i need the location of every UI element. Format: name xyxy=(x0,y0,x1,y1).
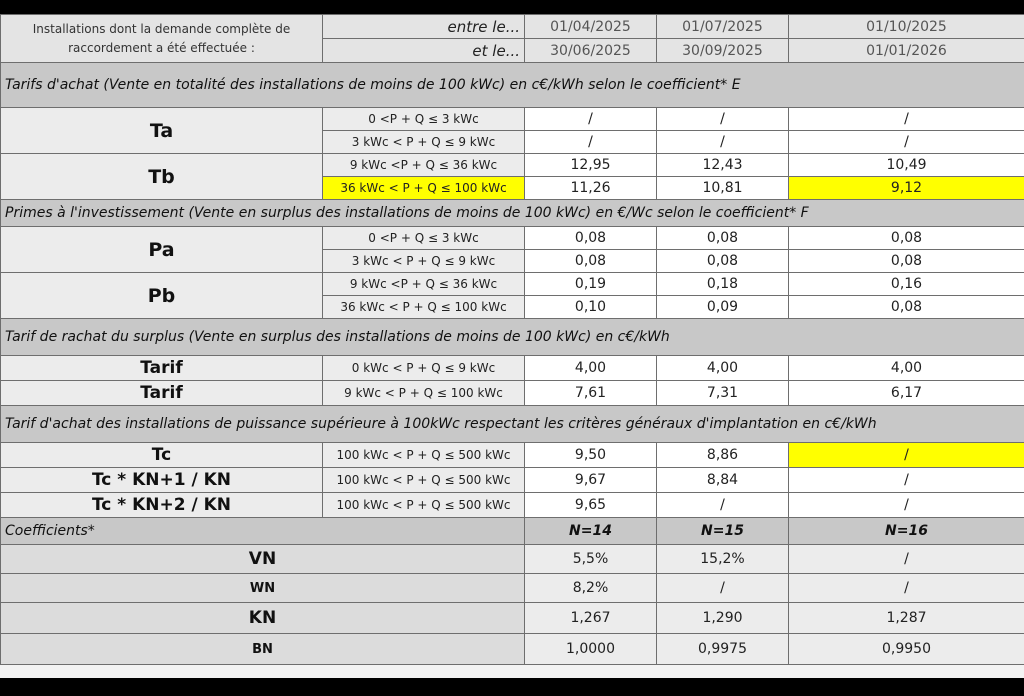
category-tb: Tb xyxy=(1,154,323,200)
value-cell: 0,9975 xyxy=(657,634,789,665)
table-row xyxy=(1,273,1024,296)
between-label: entre le... xyxy=(323,15,525,39)
range-cell: 0 <P + Q ≤ 3 kWc xyxy=(323,108,525,131)
value-cell: 12,95 xyxy=(525,154,657,177)
period-2-start: 01/07/2025 xyxy=(657,15,789,39)
section-coefficients xyxy=(1,518,1024,545)
value-cell: 0,16 xyxy=(789,273,1024,296)
header-row-start xyxy=(1,15,1024,39)
range-cell: 100 kWc < P + Q ≤ 500 kWc xyxy=(323,493,525,518)
value-cell: / xyxy=(657,131,789,154)
section-primes xyxy=(1,200,1024,227)
value-cell: / xyxy=(789,108,1024,131)
value-cell: / xyxy=(657,574,789,603)
period-2-end: 30/09/2025 xyxy=(657,39,789,63)
section-title: Tarif d'achat des installations de puissance supérieure à 100kWc respectant les critères généraux d'implantation en c€/kWh xyxy=(1,406,1024,443)
value-cell: / xyxy=(789,131,1024,154)
table-row xyxy=(1,468,1024,493)
value-cell: / xyxy=(525,108,657,131)
range-cell: 9 kWc <P + Q ≤ 36 kWc xyxy=(323,154,525,177)
value-cell: 8,2% xyxy=(525,574,657,603)
value-cell: 0,08 xyxy=(525,250,657,273)
value-cell: 6,17 xyxy=(789,381,1024,406)
coef-kn: KN xyxy=(1,603,525,634)
value-cell: 1,287 xyxy=(789,603,1024,634)
section-title: Tarifs d'achat (Vente en totalité des installations de moins de 100 kWc) en c€/kWh selon le coefficient* E xyxy=(1,63,1024,108)
section-sup100 xyxy=(1,406,1024,443)
value-cell: 1,267 xyxy=(525,603,657,634)
table-row xyxy=(1,381,1024,406)
category-ta: Ta xyxy=(1,108,323,154)
value-cell: / xyxy=(789,468,1024,493)
period-1-start: 01/04/2025 xyxy=(525,15,657,39)
value-cell: / xyxy=(789,493,1024,518)
value-cell: 0,09 xyxy=(657,296,789,319)
range-cell: 9 kWc < P + Q ≤ 100 kWc xyxy=(323,381,525,406)
value-cell-highlighted: 9,12 xyxy=(789,177,1024,200)
table-row xyxy=(1,493,1024,518)
value-cell: 0,08 xyxy=(657,227,789,250)
and-label: et le... xyxy=(323,39,525,63)
value-cell-highlighted: / xyxy=(789,443,1024,468)
value-cell: 4,00 xyxy=(525,356,657,381)
tariff-sheet xyxy=(0,14,1024,678)
section-rachat xyxy=(1,319,1024,356)
range-cell: 100 kWc < P + Q ≤ 500 kWc xyxy=(323,468,525,493)
value-cell: 4,00 xyxy=(657,356,789,381)
category-pa: Pa xyxy=(1,227,323,273)
value-cell: / xyxy=(789,545,1024,574)
table-row xyxy=(1,108,1024,131)
table-row xyxy=(1,227,1024,250)
value-cell: / xyxy=(789,574,1024,603)
value-cell: 5,5% xyxy=(525,545,657,574)
range-cell: 36 kWc < P + Q ≤ 100 kWc xyxy=(323,296,525,319)
value-cell: 4,00 xyxy=(789,356,1024,381)
category-tarif: Tarif xyxy=(1,356,323,381)
value-cell: 0,08 xyxy=(789,227,1024,250)
value-cell: 8,84 xyxy=(657,468,789,493)
value-cell: 0,08 xyxy=(789,296,1024,319)
value-cell: / xyxy=(657,108,789,131)
table-row xyxy=(1,443,1024,468)
section-title: Coefficients* xyxy=(1,518,525,545)
range-cell: 0 kWc < P + Q ≤ 9 kWc xyxy=(323,356,525,381)
range-cell: 0 <P + Q ≤ 3 kWc xyxy=(323,227,525,250)
value-cell: 9,67 xyxy=(525,468,657,493)
period-3-start: 01/10/2025 xyxy=(789,15,1024,39)
period-1-end: 30/06/2025 xyxy=(525,39,657,63)
table-row xyxy=(1,154,1024,177)
value-cell: 10,81 xyxy=(657,177,789,200)
range-cell: 100 kWc < P + Q ≤ 500 kWc xyxy=(323,443,525,468)
coef-vn: VN xyxy=(1,545,525,574)
tariff-table xyxy=(0,14,1024,665)
range-cell: 3 kWc < P + Q ≤ 9 kWc xyxy=(323,250,525,273)
category-tarif: Tarif xyxy=(1,381,323,406)
n-label: N=16 xyxy=(789,518,1024,545)
value-cell: 8,86 xyxy=(657,443,789,468)
category-tc-kn1: Tc * KN+1 / KN xyxy=(1,468,323,493)
value-cell: 10,49 xyxy=(789,154,1024,177)
table-row xyxy=(1,574,1024,603)
range-cell: 3 kWc < P + Q ≤ 9 kWc xyxy=(323,131,525,154)
value-cell: 15,2% xyxy=(657,545,789,574)
value-cell: / xyxy=(525,131,657,154)
value-cell: 1,0000 xyxy=(525,634,657,665)
n-label: N=14 xyxy=(525,518,657,545)
table-row xyxy=(1,545,1024,574)
range-cell: 9 kWc <P + Q ≤ 36 kWc xyxy=(323,273,525,296)
table-row xyxy=(1,356,1024,381)
installations-label: Installations dont la demande complète de raccordement a été effectuée : xyxy=(1,15,323,63)
value-cell: 0,18 xyxy=(657,273,789,296)
category-tc-kn2: Tc * KN+2 / KN xyxy=(1,493,323,518)
value-cell: 0,08 xyxy=(789,250,1024,273)
value-cell: / xyxy=(657,493,789,518)
value-cell: 0,08 xyxy=(525,227,657,250)
value-cell: 0,9950 xyxy=(789,634,1024,665)
table-row xyxy=(1,603,1024,634)
section-tarifs-achat xyxy=(1,63,1024,108)
value-cell: 9,65 xyxy=(525,493,657,518)
value-cell: 12,43 xyxy=(657,154,789,177)
coef-bn: BN xyxy=(1,634,525,665)
section-title: Tarif de rachat du surplus (Vente en surplus des installations de moins de 100 kWc) en c€/kWh xyxy=(1,319,1024,356)
value-cell: 9,50 xyxy=(525,443,657,468)
category-tc: Tc xyxy=(1,443,323,468)
value-cell: 0,08 xyxy=(657,250,789,273)
value-cell: 0,10 xyxy=(525,296,657,319)
value-cell: 7,61 xyxy=(525,381,657,406)
category-pb: Pb xyxy=(1,273,323,319)
value-cell: 1,290 xyxy=(657,603,789,634)
range-cell-highlighted: 36 kWc < P + Q ≤ 100 kWc xyxy=(323,177,525,200)
table-row xyxy=(1,634,1024,665)
value-cell: 0,19 xyxy=(525,273,657,296)
coef-wn: WN xyxy=(1,574,525,603)
section-title: Primes à l'investissement (Vente en surplus des installations de moins de 100 kWc) en €/Wc selon le coefficient* F xyxy=(1,200,1024,227)
n-label: N=15 xyxy=(657,518,789,545)
value-cell: 7,31 xyxy=(657,381,789,406)
period-3-end: 01/01/2026 xyxy=(789,39,1024,63)
value-cell: 11,26 xyxy=(525,177,657,200)
